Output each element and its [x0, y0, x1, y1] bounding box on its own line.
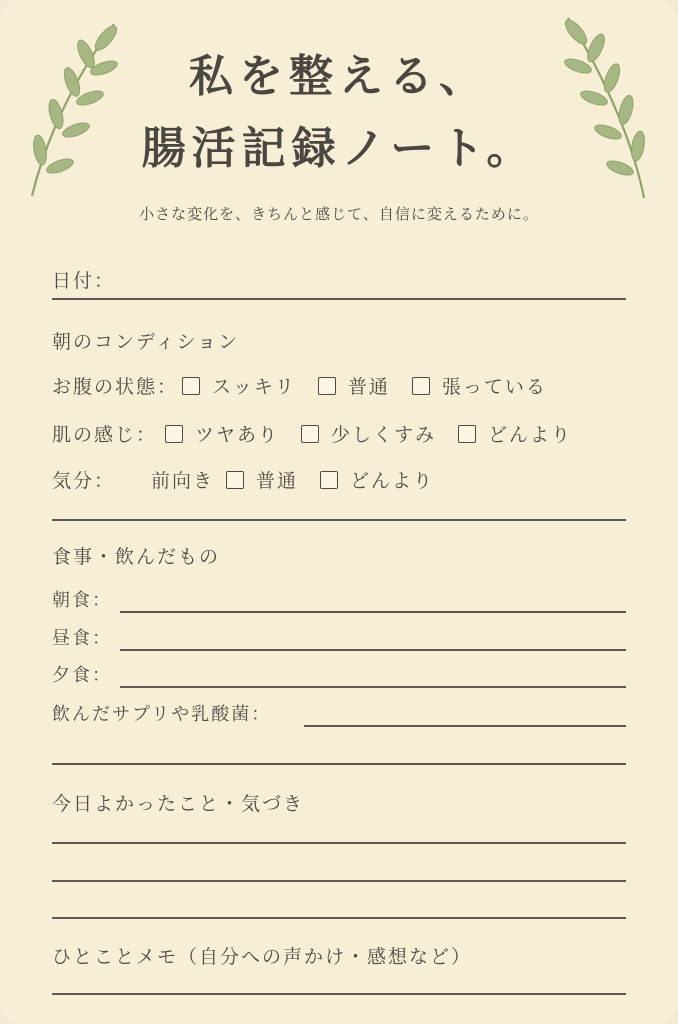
skin-option: どんより [488, 424, 573, 446]
skin-option: 少しくすみ [331, 424, 437, 446]
belly-label: お腹の状態： [52, 376, 179, 398]
checkbox-icon[interactable] [182, 377, 200, 395]
title-line-1: 私を整える、 [189, 51, 489, 102]
memo-heading: ひとことメモ（自分への声かけ・感想など） [52, 946, 473, 968]
checkbox-icon[interactable] [165, 425, 183, 443]
breakfast-line[interactable] [120, 611, 626, 613]
memo-line[interactable] [52, 993, 626, 995]
morning-heading: 朝のコンディション [52, 331, 240, 353]
checkbox-icon[interactable] [226, 471, 244, 489]
skin-row [52, 420, 594, 447]
belly-option: 普通 [347, 376, 390, 398]
subtitle: 小さな変化を、きちんと感じて、自信に変えるために。 [139, 205, 539, 223]
lunch-line[interactable] [120, 649, 626, 651]
supplements-line[interactable] [304, 725, 626, 727]
mood-row [52, 466, 456, 493]
mood-option: どんより [350, 470, 435, 492]
checkbox-icon[interactable] [318, 377, 336, 395]
good-heading: 今日よかったこと・気づき [52, 793, 305, 815]
mood-option: 普通 [256, 470, 299, 492]
belly-option: 張っている [441, 376, 547, 398]
belly-option: スッキリ [212, 376, 296, 398]
dinner-line[interactable] [120, 686, 626, 688]
checkbox-icon[interactable] [320, 471, 338, 489]
meals-heading: 食事・飲んだもの [52, 546, 221, 568]
dinner-label: 夕食： [52, 665, 112, 686]
checkbox-icon[interactable] [301, 425, 319, 443]
mood-label: 気分： [52, 470, 116, 492]
good-line[interactable] [52, 842, 626, 844]
good-line[interactable] [52, 917, 626, 919]
breakfast-label: 朝食： [52, 590, 112, 611]
skin-option: ツヤあり [195, 424, 280, 446]
divider-line [52, 519, 626, 521]
good-line[interactable] [52, 880, 626, 882]
supplements-label: 飲んだサプリや乳酸菌： [52, 704, 272, 725]
date-label: 日付： [52, 270, 116, 292]
meals-extra-line[interactable] [52, 763, 626, 765]
checkbox-icon[interactable] [412, 377, 430, 395]
date-line[interactable] [52, 298, 626, 300]
mood-option: 前向き [151, 470, 215, 492]
lunch-label: 昼食： [52, 628, 112, 649]
checkbox-icon[interactable] [458, 425, 476, 443]
title-line-2: 腸活記録ノート。 [141, 123, 537, 174]
belly-row [52, 372, 569, 399]
skin-label: 肌の感じ： [52, 424, 158, 446]
